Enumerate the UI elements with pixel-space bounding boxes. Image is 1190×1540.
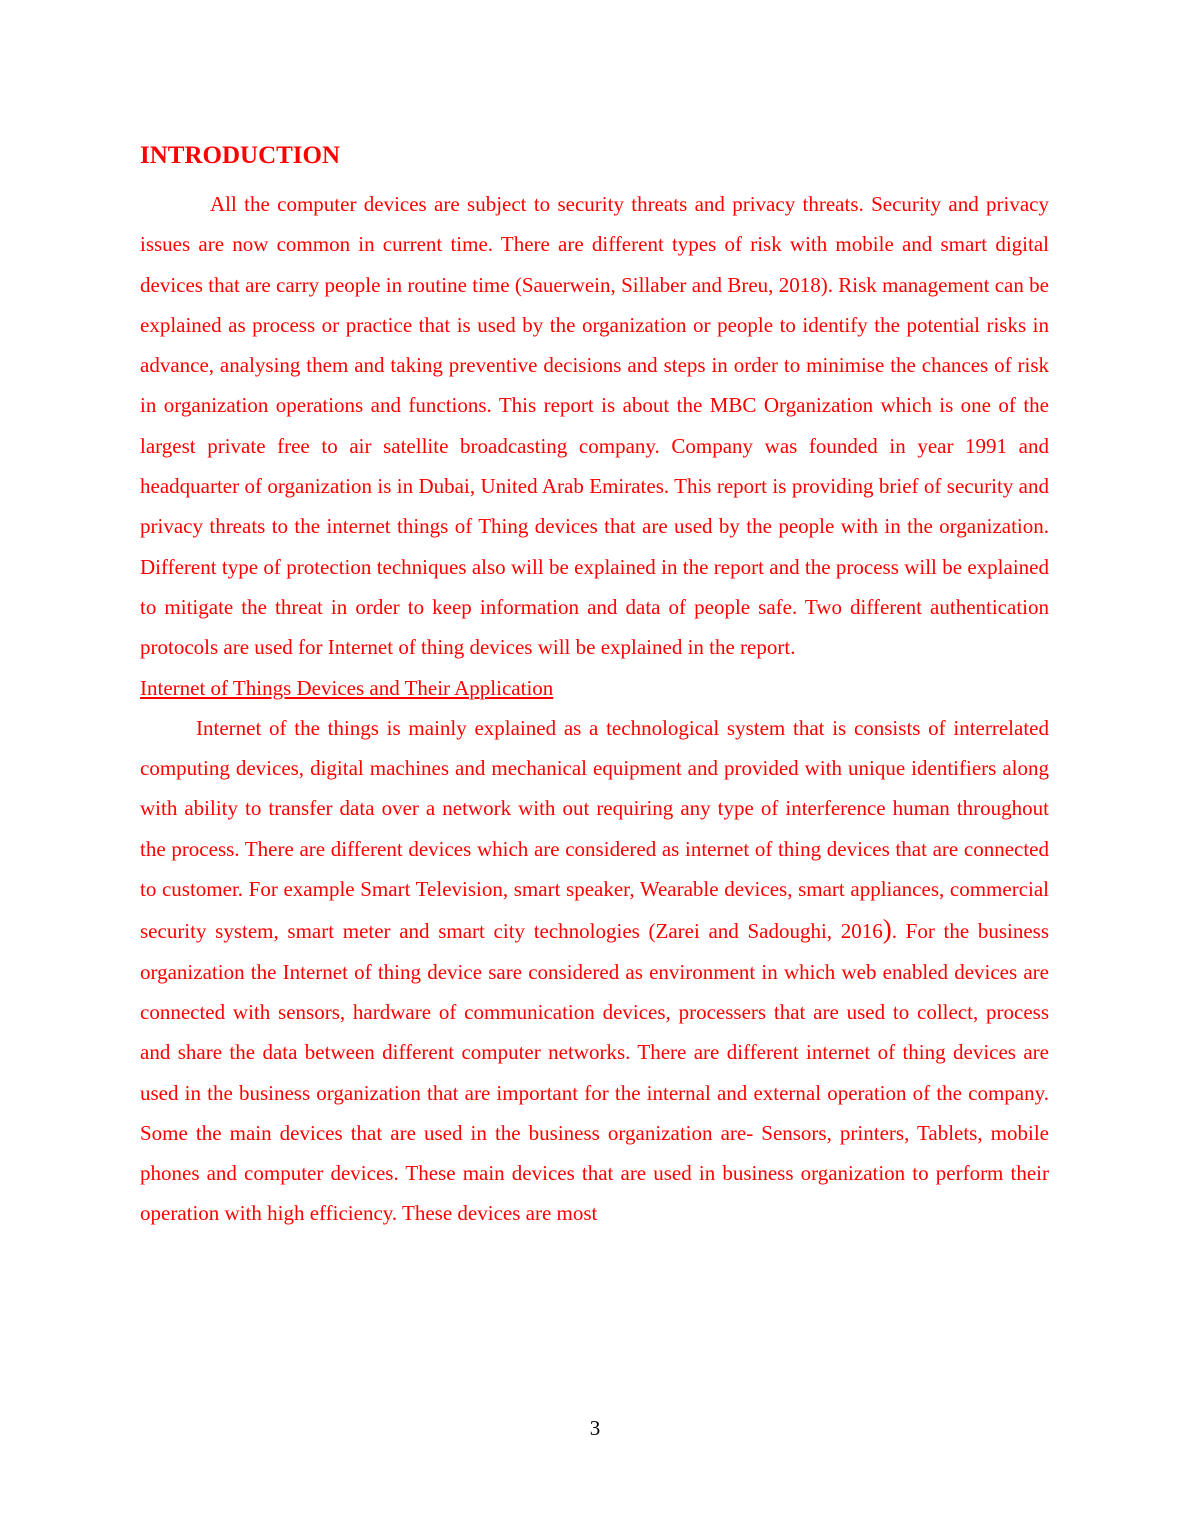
- page-content: [140, 140, 1049, 1234]
- subheading: Internet of Things Devices and Their Application: [140, 675, 554, 700]
- iot-paragraph-part1: Internet of the things is mainly explained as a technological system that is consists of interrelated computing devices, digital machines and mechanical equipment and provided with unique identifiers along with ability to transfer data over a network with out requiring any type of interference human throughout the process. There are different devices which are considered as internet of thing devices that are connected to customer. For example Smart Television, smart speaker, Wearable devices, smart appliances, commercial security system, smart meter and smart city technologies (Zarei and Sadoughi, 2016: [140, 715, 1049, 944]
- iot-paragraph: [140, 708, 1049, 1234]
- page-number: 3: [589, 1416, 601, 1440]
- iot-paragraph-part2: . For the business organization the Internet of thing device sare considered as environment in which web enabled devices are connected with sensors, hardware of communication devices, processers that are used to collect, process and share the data between different computer networks. There are different internet of thing devices are used in the business organization that are important for the internal and external operation of the company. Some the main devices that are used in the business organization are- Sensors, printers, Tablets, mobile phones and computer devices. These main devices that are used in business organization to perform their operation with high efficiency. These devices are most: [140, 919, 1050, 1226]
- intro-paragraph: All the computer devices are subject to security threats and privacy threats. Security and privacy issues are now common in current time. There are different types of risk with mobile and smart digital devices that are carry people in routine time (Sauerwein, Sillaber and Breu, 2018). Risk management can be explained as process or practice that is used by the organization or people to identify the potential risks in advance, analysing them and taking preventive decisions and steps in order to minimise the chances of risk in organization operations and functions. This report is about the MBC Organization which is one of the largest private free to air satellite broadcasting company. Company was founded in year 1991 and headquarter of organization is in Dubai, United Arab Emirates. This report is providing brief of security and privacy threats to the internet things of Thing devices that are used by the people with in the organization. Different type of protection techniques also will be explained in the report and the process will be explained to mitigate the threat in order to keep information and data of people safe. Two different authentication protocols are used for Internet of thing devices will be explained in the report.: [140, 192, 1049, 660]
- closing-parenthesis: ): [882, 914, 892, 945]
- section-heading: INTRODUCTION: [140, 142, 341, 169]
